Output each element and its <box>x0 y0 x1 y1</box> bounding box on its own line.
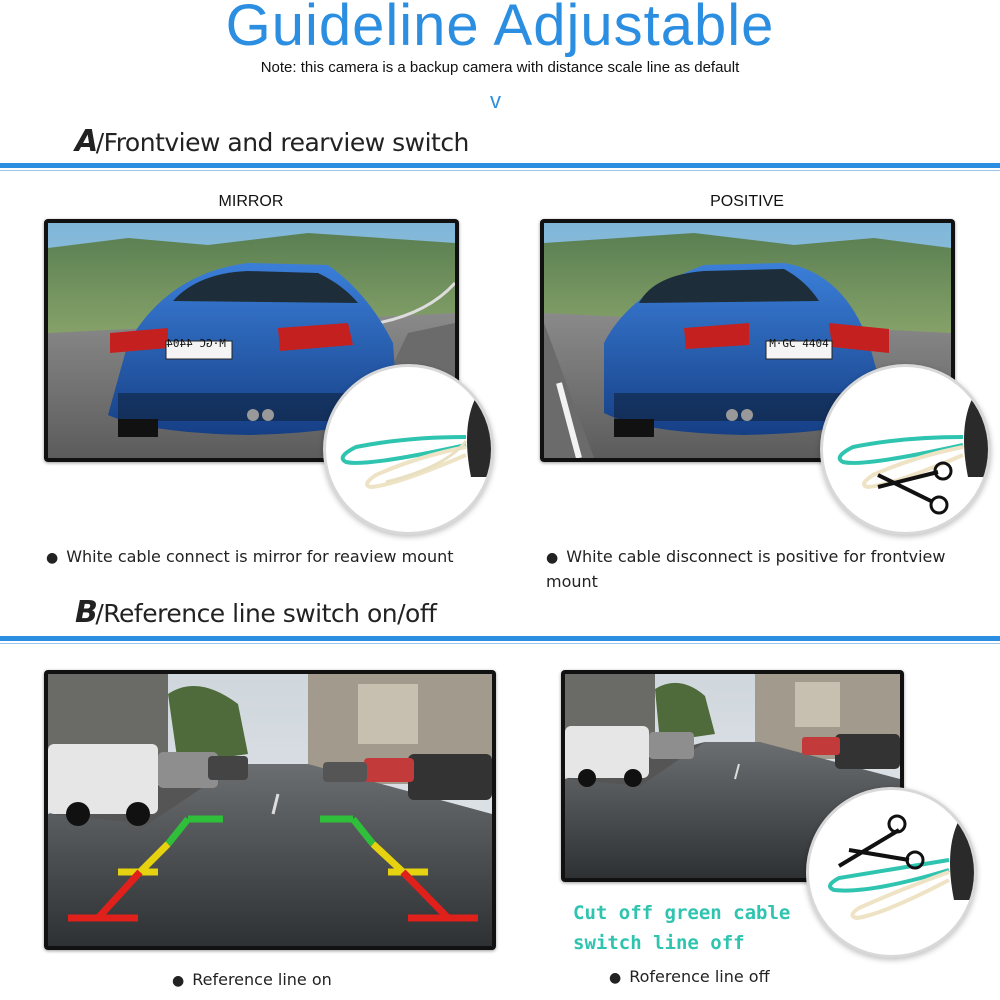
positive-caption <box>546 545 966 594</box>
positive-cable-detail <box>820 364 991 535</box>
reference-off-caption-text: Roference line off <box>629 967 770 986</box>
mirror-label: MIRROR <box>218 193 284 210</box>
bullet-icon: ● <box>546 550 559 566</box>
header-note: Note: this camera is a backup camera with distance scale line as default <box>260 59 740 76</box>
section-a-title: /Frontview and rearview switch <box>95 128 469 157</box>
reference-on-caption-text: Reference line on <box>192 970 332 989</box>
mirror-caption-text: White cable connect is mirror for reaview mount <box>66 547 454 566</box>
mirror-cable-detail <box>323 364 494 535</box>
reference-on-caption <box>172 968 422 993</box>
section-a-divider-thin <box>0 170 1000 171</box>
cut-green-cable-note <box>573 898 790 958</box>
positive-label: POSITIVE <box>710 193 784 210</box>
mirror-license-plate: M·GC 4404 <box>166 337 226 350</box>
mirror-cable-icon <box>326 367 491 532</box>
section-b-letter: B <box>75 595 98 630</box>
cut-note-line2: switch line off <box>573 932 745 954</box>
cut-note-line1: Cut off green cable <box>573 902 791 924</box>
section-a-divider <box>0 163 1000 168</box>
reference-off-cable-detail <box>806 787 977 958</box>
positive-license-plate: M·GC 4404 <box>769 337 829 350</box>
green-cable-scissors-icon <box>809 790 974 955</box>
reference-on-screen <box>44 670 496 950</box>
section-a-heading <box>75 124 469 159</box>
reference-off-caption <box>609 965 859 990</box>
positive-caption-text: White cable disconnect is positive for frontview mount <box>546 547 946 591</box>
chevron-down-icon: v <box>490 88 501 113</box>
positive-cable-scissors-icon <box>823 367 988 532</box>
section-b-heading <box>75 595 436 630</box>
section-b-divider-thin <box>0 643 1000 644</box>
reference-on-street-photo <box>48 674 492 946</box>
section-a-letter: A <box>75 124 98 159</box>
bullet-icon: ● <box>172 973 185 989</box>
section-b-divider <box>0 636 1000 641</box>
mirror-caption <box>46 545 476 570</box>
section-b-title: /Reference line switch on/off <box>95 599 437 628</box>
page-title: Guideline Adjustable <box>225 0 775 58</box>
bullet-icon: ● <box>46 550 59 566</box>
bullet-icon: ● <box>609 970 622 986</box>
